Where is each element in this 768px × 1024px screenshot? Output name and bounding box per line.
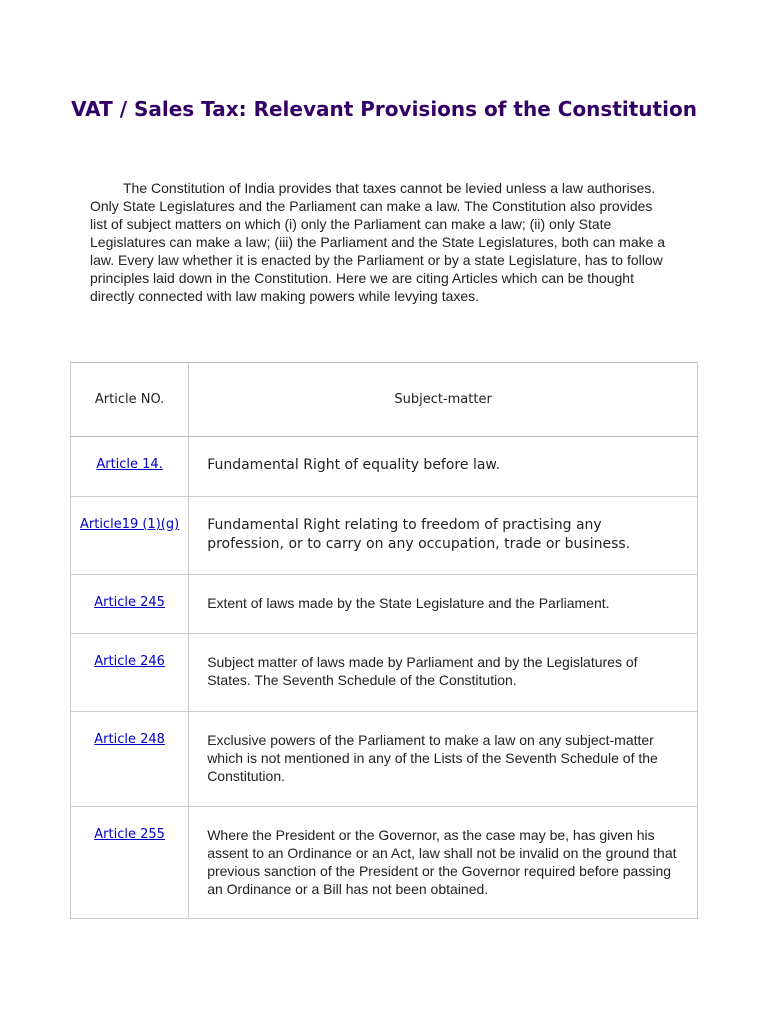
table-row <box>71 497 698 575</box>
page-title: VAT / Sales Tax: Relevant Provisions of the Constitution <box>71 97 697 121</box>
subject-column-header: Subject-matter <box>189 363 698 437</box>
subject-cell: Extent of laws made by the State Legislature and the Parliament. <box>189 575 698 634</box>
provisions-table <box>70 362 698 919</box>
article-cell <box>71 437 189 497</box>
intro-paragraph: The Constitution of India provides that taxes cannot be levied unless a law authorises. Only State Legislatures and the Parliament can make a law. The Constitution also provides list of subject matters on which (i) only the Parliament can make a law; (ii) only State Legislatures can make a law; (iii) the Parliament and the State Legislatures, both can make a law. Every law whether it is enacted by the Parliament or by a state Legislature, has to follow principles laid down in the Constitution. Here we are citing Articles which can be thought directly connected with law making powers while levying taxes. <box>90 180 666 304</box>
article-cell <box>71 634 189 712</box>
article-cell <box>71 497 189 575</box>
article-14-link[interactable]: Article 14. <box>96 457 163 472</box>
table-row <box>71 634 698 712</box>
subject-cell: Where the President or the Governor, as the case may be, has given his assent to an Ordinance or an Act, law shall not be invalid on the ground that previous sanction of the President or the Governor required before passing an Ordinance or a Bill has not been obtained. <box>189 807 698 919</box>
article-248-link[interactable]: Article 248 <box>94 732 165 747</box>
table-header-row <box>71 363 698 437</box>
subject-cell: Exclusive powers of the Parliament to make a law on any subject-matter which is not mentioned in any of the Lists of the Seventh Schedule of the Constitution. <box>189 712 698 807</box>
subject-cell: Subject matter of laws made by Parliament and by the Legislatures of States. The Seventh Schedule of the Constitution. <box>189 634 698 712</box>
table-row <box>71 712 698 807</box>
article-cell <box>71 575 189 634</box>
article-246-link[interactable]: Article 246 <box>94 654 165 669</box>
article-245-link[interactable]: Article 245 <box>94 595 165 610</box>
article-19-link[interactable]: Article19 (1)(g) <box>79 517 180 532</box>
table-row <box>71 437 698 497</box>
table-row <box>71 575 698 634</box>
article-cell <box>71 712 189 807</box>
article-cell <box>71 807 189 919</box>
article-255-link[interactable]: Article 255 <box>94 827 165 842</box>
article-column-header: Article NO. <box>71 363 189 437</box>
subject-cell: Fundamental Right of equality before law. <box>189 437 698 497</box>
subject-cell: Fundamental Right relating to freedom of practising any profession, or to carry on any occupation, trade or business. <box>189 497 698 575</box>
table-row <box>71 807 698 919</box>
